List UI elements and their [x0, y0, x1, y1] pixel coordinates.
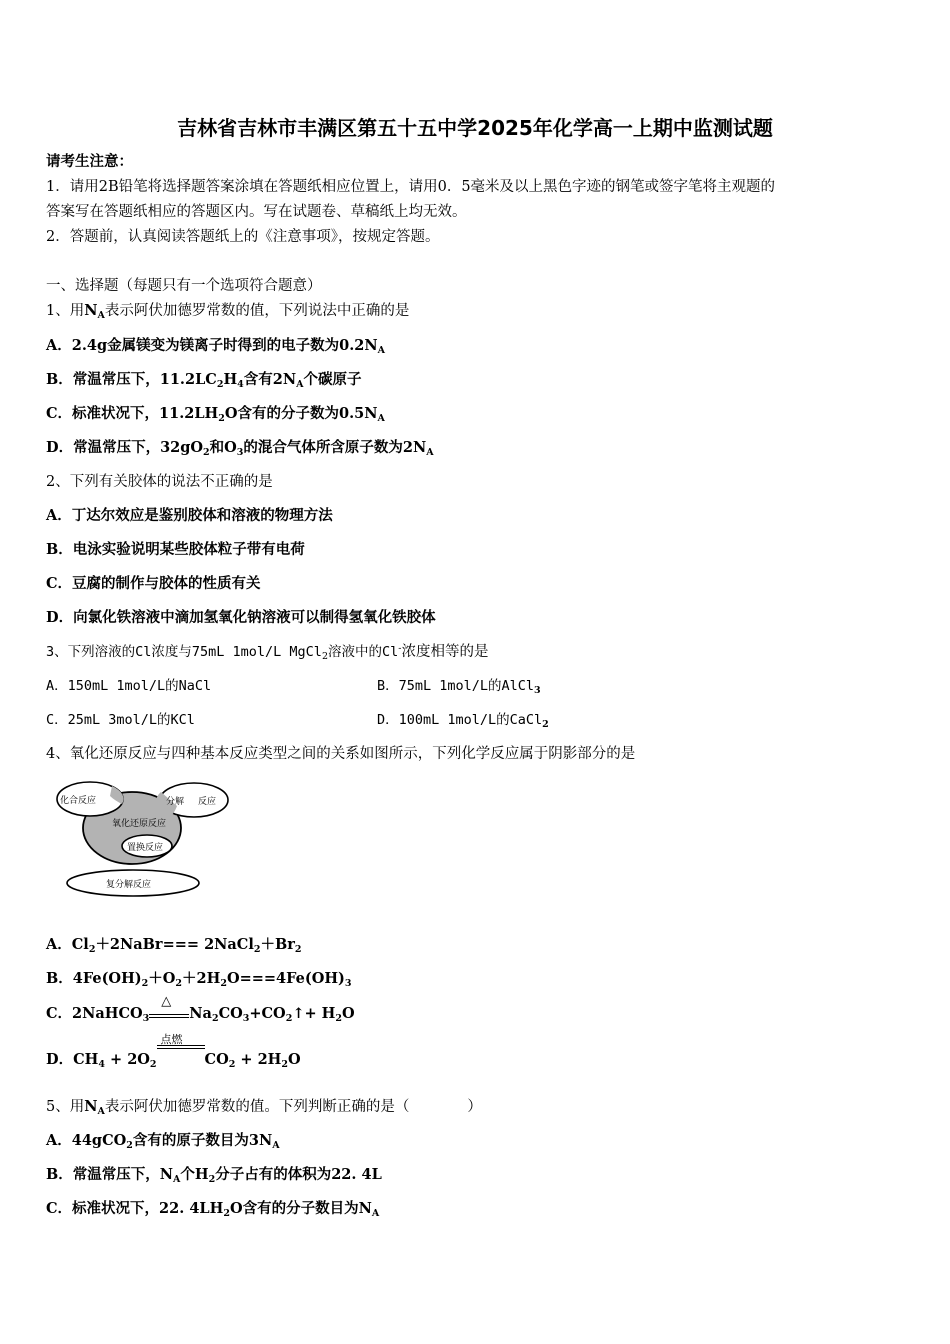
reaction-type-venn-diagram — [52, 778, 232, 900]
heat-condition-arrow: △ — [149, 1004, 189, 1024]
label-combination: 化合反应 — [60, 796, 97, 806]
question-1-stem: 1、用$N_A$表示阿伏加德罗常数的值，下列说法中正确的是 — [46, 302, 410, 321]
q1-option-c[interactable]: C．标准状况下，$11.2LH_2O$含有的分子数为$0.5N_A$ — [46, 405, 385, 424]
label-redox: 氧化还原反应 — [112, 819, 167, 829]
q4-option-a[interactable]: A．$Cl_2+2NaBr===$ $2NaCl_2+Br_2$ — [46, 936, 302, 955]
label-double-decomposition: 复分解反应 — [106, 880, 152, 890]
q3-option-a[interactable]: A．150mL 1mol/L的NaCl — [46, 678, 212, 694]
question-4-stem: 4、氧化还原反应与四种基本反应类型之间的关系如图所示，下列化学反应属于阴影部分的是 — [46, 746, 636, 762]
question-2-stem: 2、下列有关胶体的说法不正确的是 — [46, 474, 273, 490]
q4-option-b[interactable]: B．$4Fe(OH)_2+O_2+2H_2O===4Fe(OH)_3$ — [46, 970, 352, 989]
notice-item-1-cont: 答案写在答题纸相应的答题区内。写在试题卷、草稿纸上均无效。 — [46, 204, 467, 220]
q3-option-b[interactable]: B．75mL 1mol/L的AlCl$_3$ — [377, 678, 541, 696]
section-heading: 一、选择题（每题只有一个选项符合题意） — [46, 278, 322, 294]
q3-option-d[interactable]: D．100mL 1mol/L的CaCl$_2$ — [377, 712, 549, 730]
q2-option-b[interactable]: B．电泳实验说明某些胶体粒子带有电荷 — [46, 541, 305, 558]
question-5-stem: 5、用$N_A$表示阿伏加德罗常数的值。下列判断正确的是（ ） — [46, 1098, 482, 1117]
q5-option-c[interactable]: C．标准状况下，22. $4LH_2O$含有的分子数目为$N_A$ — [46, 1200, 380, 1219]
q2-option-c[interactable]: C．豆腐的制作与胶体的性质有关 — [46, 575, 261, 592]
notice-heading: 请考生注意： — [46, 153, 133, 170]
q3-option-c[interactable]: C．25mL 3mol/L的KCl — [46, 712, 195, 728]
q1-option-d[interactable]: D．常温常压下，$32gO_2$和$O_3$的混合气体所含原子数为$2N_A$ — [46, 439, 434, 458]
label-displacement: 置换反应 — [127, 843, 164, 853]
q1-option-a[interactable]: A．2.4g金属镁变为镁离子时得到的电子数为$0.2N_A$ — [46, 337, 385, 356]
q1-option-b[interactable]: B．常温常压下，$11.2LC_2H_4$含有$2N_A$个碳原子 — [46, 371, 362, 390]
q2-option-d[interactable]: D．向氯化铁溶液中滴加氢氧化钠溶液可以制得氢氧化铁胶体 — [46, 609, 436, 626]
label-decomposition-2: 反应 — [198, 797, 217, 807]
q5-option-a[interactable]: A．44gCO$_2$含有的原子数目为$3N_A$ — [46, 1132, 280, 1151]
notice-item-1: 1．请用2B铅笔将选择题答案涂填在答题纸相应位置上，请用0．5毫米及以上黑色字迹的钢笔或签字笔将主观题的 — [46, 179, 776, 195]
q2-option-a[interactable]: A．丁达尔效应是鉴别胶体和溶液的物理方法 — [46, 507, 333, 524]
q5-option-b[interactable]: B．常温常压下，$N_A$个$H_2$分子占有的体积为22. 4L — [46, 1166, 382, 1185]
q4-option-c[interactable]: C．2NaHCO$_3$ △ $Na_2CO_3+CO_2↑+ H_2O$ — [46, 994, 355, 1024]
notice-item-2: 2．答题前，认真阅读答题纸上的《注意事项》，按规定答题。 — [46, 229, 440, 245]
question-3-stem: 3、下列溶液的Cl浓度与75mL 1mol/L MgCl$_2$溶液中的Cl-浓度相等的是 — [46, 643, 489, 662]
page-title: 吉林省吉林市丰满区第五十五中学2025年化学高一上期中监测试题 — [177, 116, 773, 140]
q4-option-d[interactable]: D．$CH_4 + 2O_2$ 点燃 $CO_2 + 2H_2O$ — [46, 1033, 301, 1070]
ignition-condition-arrow: 点燃 — [157, 1050, 205, 1070]
label-decomposition-1: 分解 — [166, 797, 185, 807]
